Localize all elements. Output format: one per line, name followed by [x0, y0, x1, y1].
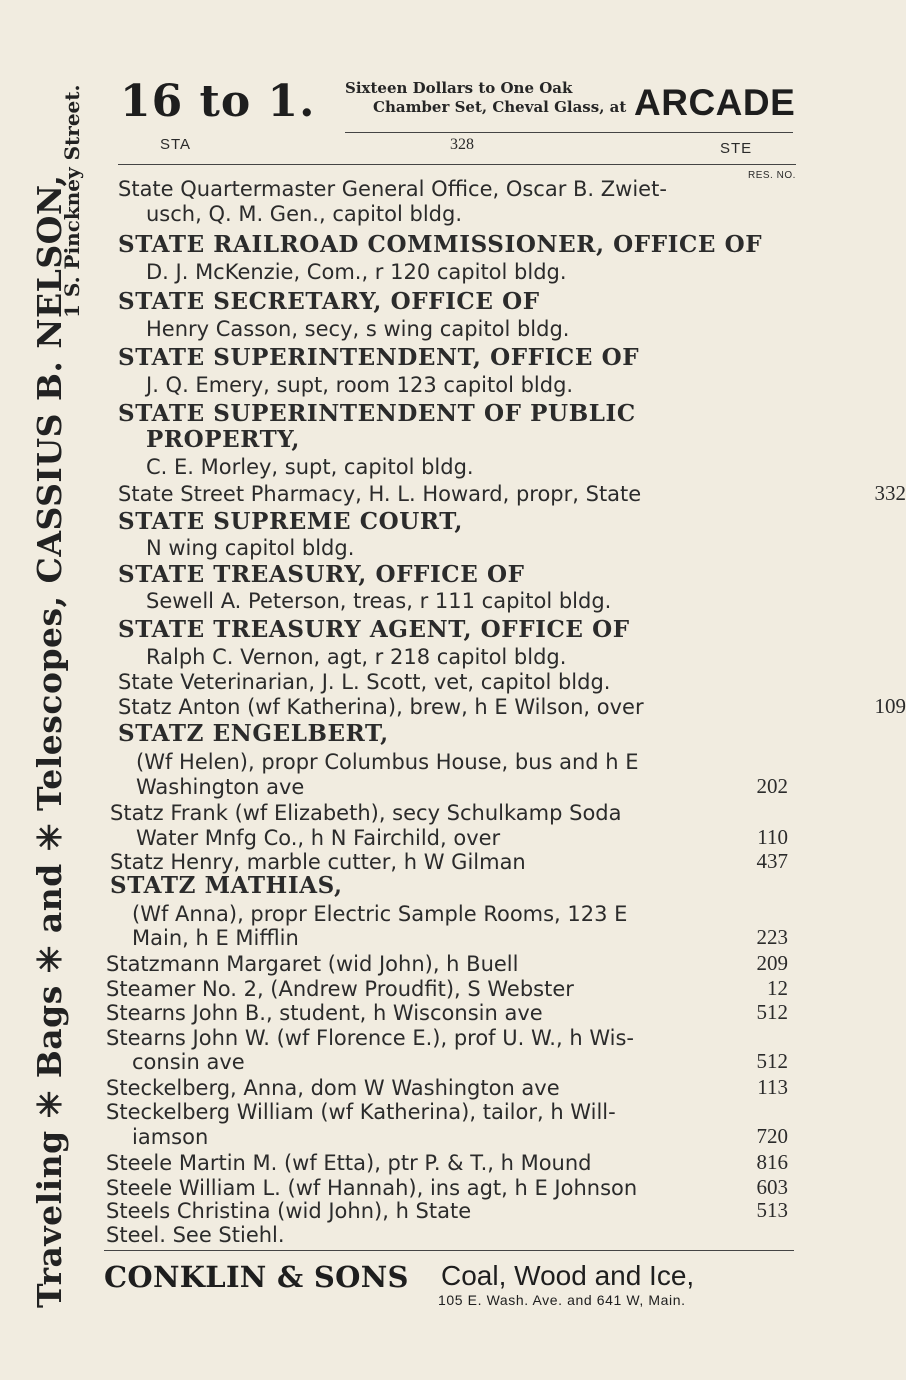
entry-line — [146, 373, 573, 397]
entry-heading — [118, 508, 463, 535]
entry-heading — [118, 288, 540, 315]
entry-text: Henry Casson, secy, s wing capitol bldg. — [146, 317, 570, 341]
entry-text: iamson — [132, 1125, 209, 1149]
entry-line — [118, 694, 906, 719]
entry-heading — [110, 872, 343, 899]
entry-text: STATE SUPERINTENDENT, OFFICE OF — [118, 344, 640, 371]
entry-heading — [118, 616, 630, 643]
residence-number: 12 — [767, 976, 788, 1000]
entry-text: Stearns John B., student, h Wisconsin ave — [106, 1001, 543, 1025]
entry-text: STATZ MATHIAS, — [110, 872, 343, 899]
entry-text: Stearns John W. (wf Florence E.), prof U. W., h Wis- — [106, 1026, 634, 1050]
entry-text: consin ave — [132, 1050, 245, 1074]
residence-number: 603 — [756, 1175, 788, 1199]
entry-heading — [118, 720, 389, 747]
entry-text: C. E. Morley, supt, capitol bldg. — [146, 455, 474, 479]
entry-text: Statz Anton (wf Katherina), brew, h E Wilson, over — [118, 695, 644, 719]
entry-text: Sewell A. Peterson, treas, r 111 capitol bldg. — [146, 589, 612, 613]
entry-text: Steele Martin M. (wf Etta), ptr P. & T., h Mound — [106, 1151, 592, 1175]
entry-line — [106, 1075, 788, 1100]
entry-line — [146, 536, 354, 560]
residence-number-label: RES. NO. — [748, 170, 796, 181]
footer-address: 105 E. Wash. Ave. and 641 W, Main. — [438, 1292, 686, 1308]
running-head-right: STE — [720, 140, 753, 157]
entry-text: State Quartermaster General Office, Oscar B. Zwiet- — [118, 177, 667, 201]
side-ad-street-text: 1 S. Pinckney Street. — [60, 84, 84, 318]
entry-text: State Veterinarian, J. L. Scott, vet, capitol bldg. — [118, 670, 611, 694]
residence-number: 512 — [756, 1049, 788, 1073]
entry-line — [136, 825, 788, 850]
header-tagline — [345, 79, 626, 117]
entry-text: STATZ ENGELBERT, — [118, 720, 389, 747]
residence-number: 332 — [874, 481, 906, 505]
entry-text: D. J. McKenzie, Com., r 120 capitol bldg. — [146, 260, 567, 284]
footer-goods: Coal, Wood and Ice, — [441, 1260, 695, 1291]
entry-line — [146, 455, 474, 479]
entry-line — [136, 774, 788, 799]
entry-line — [132, 1124, 788, 1149]
residence-number: 209 — [756, 951, 788, 975]
residence-number: 720 — [756, 1124, 788, 1148]
entry-text: Washington ave — [136, 775, 305, 799]
entry-text: Statzmann Margaret (wid John), h Buell — [106, 952, 519, 976]
entry-text: Steel. See Stiehl. — [106, 1223, 285, 1247]
entry-heading — [146, 426, 300, 453]
entry-line — [106, 1198, 788, 1223]
entry-text: STATE TREASURY AGENT, OFFICE OF — [118, 616, 630, 643]
footer-company-name: CONKLIN & SONS — [104, 1260, 409, 1294]
entry-line — [106, 1223, 285, 1247]
residence-number: 223 — [756, 925, 788, 949]
header-rule-top — [345, 132, 793, 133]
entry-text: Statz Henry, marble cutter, h W Gilman — [110, 850, 526, 874]
running-head-left: STA — [160, 136, 192, 153]
residence-number: 109 — [874, 694, 906, 718]
entry-text: J. Q. Emery, supt, room 123 capitol bldg. — [146, 373, 574, 397]
entry-text: Steamer No. 2, (Andrew Proudfit), S Webster — [106, 977, 574, 1001]
entry-text: STATE SUPERINTENDENT OF PUBLIC — [118, 400, 636, 427]
header-store-name: ARCADE — [634, 82, 796, 123]
entry-line — [106, 1026, 634, 1050]
residence-number: 513 — [756, 1198, 788, 1222]
entry-heading — [118, 561, 525, 588]
entry-line — [132, 1049, 788, 1074]
header-rule-bottom — [118, 164, 796, 165]
residence-number: 113 — [757, 1075, 788, 1099]
entry-line — [110, 849, 788, 874]
entry-text: Steels Christina (wid John), h State — [106, 1199, 472, 1223]
entry-text: STATE RAILROAD COMMISSIONER, OFFICE OF — [118, 231, 763, 258]
entry-text: State Street Pharmacy, H. L. Howard, propr, State — [118, 482, 642, 506]
entry-text: Steckelberg, Anna, dom W Washington ave — [106, 1076, 560, 1100]
entry-line — [118, 481, 906, 506]
page-number: 328 — [450, 136, 474, 153]
entry-line — [146, 589, 611, 613]
entry-heading — [118, 400, 636, 427]
entry-text: STATE SECRETARY, OFFICE OF — [118, 288, 540, 315]
entry-line — [132, 902, 627, 926]
entry-text: Statz Frank (wf Elizabeth), secy Schulkamp Soda — [110, 801, 622, 825]
header-tagline-line1: Sixteen Dollars to One Oak — [345, 79, 573, 97]
entry-line — [136, 750, 639, 774]
residence-number: 437 — [756, 849, 788, 873]
entry-text: STATE SUPREME COURT, — [118, 508, 464, 535]
entry-text: PROPERTY, — [146, 426, 300, 453]
entry-heading — [118, 344, 639, 371]
entry-text: STATE TREASURY, OFFICE OF — [118, 561, 525, 588]
footer-rule — [104, 1250, 794, 1251]
entry-text: Steele William L. (wf Hannah), ins agt, h E Johnson — [106, 1176, 638, 1200]
entry-text: N wing capitol bldg. — [146, 536, 355, 560]
entry-line — [106, 1150, 788, 1175]
entry-line — [110, 801, 622, 825]
entry-text: Main, h E Mifflin — [132, 926, 299, 950]
entry-line — [106, 1100, 616, 1124]
entry-line — [132, 925, 788, 950]
entry-text: (Wf Anna), propr Electric Sample Rooms, 123 E — [132, 902, 628, 926]
entry-text: Water Mnfg Co., h N Fairchild, over — [136, 826, 501, 850]
side-advertisement — [30, 68, 86, 1308]
entry-line — [146, 317, 569, 341]
entry-line — [106, 1000, 788, 1025]
entry-line — [118, 177, 667, 201]
entry-text: usch, Q. M. Gen., capitol bldg. — [146, 202, 463, 226]
entry-line — [146, 260, 567, 284]
header-brand: 16 to 1. — [120, 76, 316, 127]
side-ad-main-text: Traveling ✳ Bags ✳ and ✳ Telescopes, CASSIUS B. NELSON, — [30, 174, 69, 1308]
residence-number: 512 — [756, 1000, 788, 1024]
residence-number: 110 — [757, 825, 788, 849]
entry-text: (Wf Helen), propr Columbus House, bus and h E — [136, 750, 639, 774]
entry-line — [106, 976, 788, 1001]
entry-text: Steckelberg William (wf Katherina), tailor, h Will- — [106, 1100, 616, 1124]
header-tagline-line2: Chamber Set, Cheval Glass, at — [373, 98, 627, 116]
residence-number: 816 — [756, 1150, 788, 1174]
entry-line — [106, 1175, 788, 1200]
entry-line — [146, 645, 566, 669]
entry-text: Ralph C. Vernon, agt, r 218 capitol bldg. — [146, 645, 567, 669]
residence-number: 202 — [756, 774, 788, 798]
entry-line — [106, 951, 788, 976]
entry-heading — [118, 231, 762, 258]
entry-line — [118, 670, 610, 694]
entry-line — [146, 202, 462, 226]
